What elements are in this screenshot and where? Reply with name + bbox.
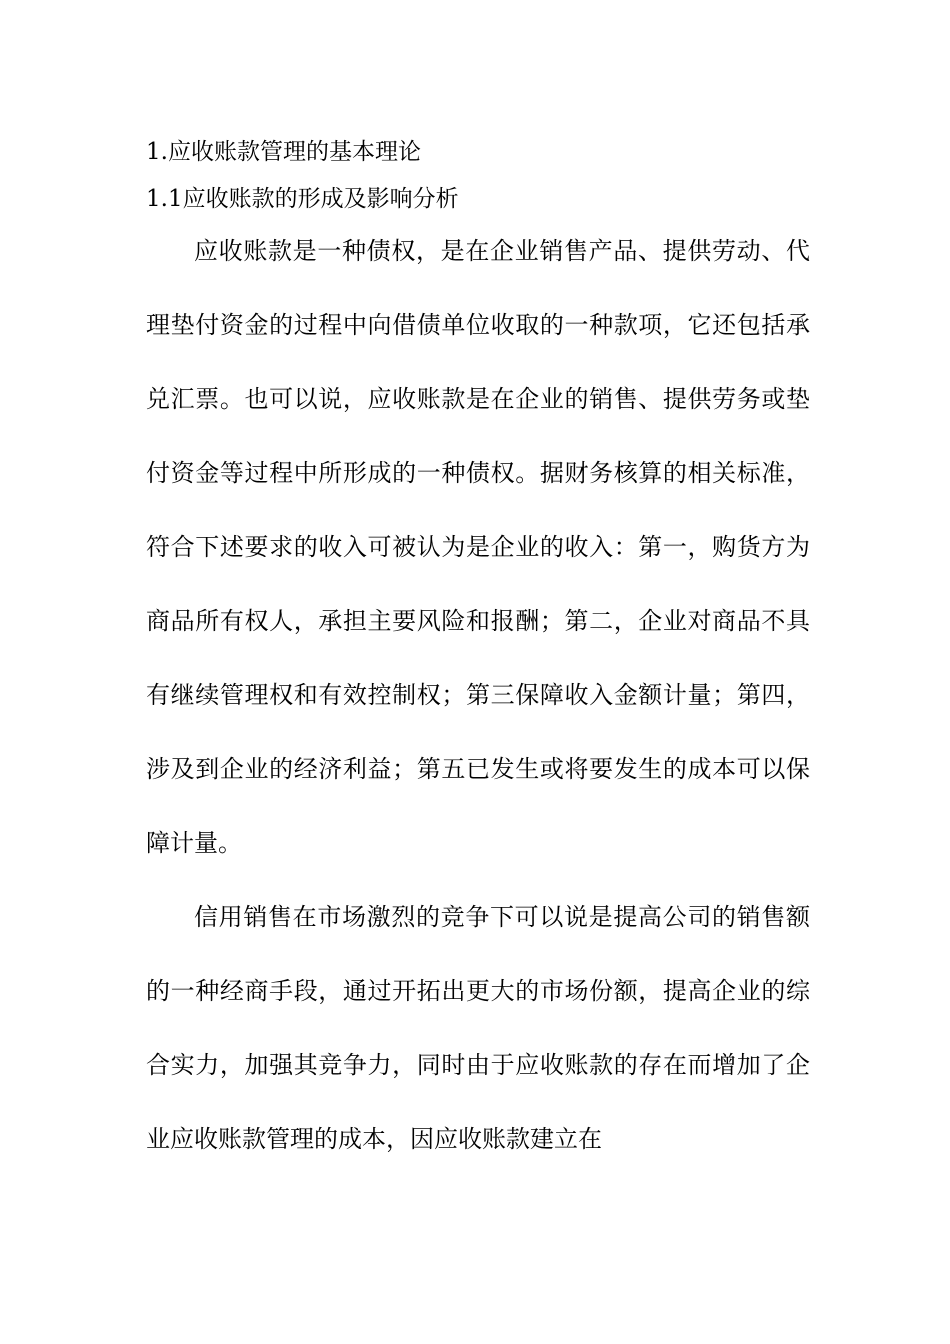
section-heading: 1.应收账款管理的基本理论 [146, 139, 421, 165]
body-paragraph-2: 信用销售在市场激烈的竞争下可以说是提高公司的销售额的一种经商手段，通过开拓出更大的市场份额，提高企业的综合实力，加强其竞争力，同时由于应收账款的存在而增加了企业应收账款管理的成本，因应收账款建立在 [146, 903, 810, 1153]
body-paragraph-1: 应收账款是一种债权，是在企业销售产品、提供劳动、代理垫付资金的过程中向借债单位收取的一种款项，它还包括承兑汇票。也可以说，应收账款是在企业的销售、提供劳务或垫付资金等过程中所形成的一种债权。据财务核算的相关标准，符合下述要求的收入可被认为是企业的收入：第一，购货方为商品所有权人，承担主要风险和报酬；第二，企业对商品不具有继续管理权和有效控制权；第三保障收入金额计量；第四，涉及到企业的经济利益；第五已发生或将要发生的成本可以保障计量。 [146, 237, 810, 857]
subsection-heading: 1.1应收账款的形成及影响分析 [146, 186, 459, 212]
